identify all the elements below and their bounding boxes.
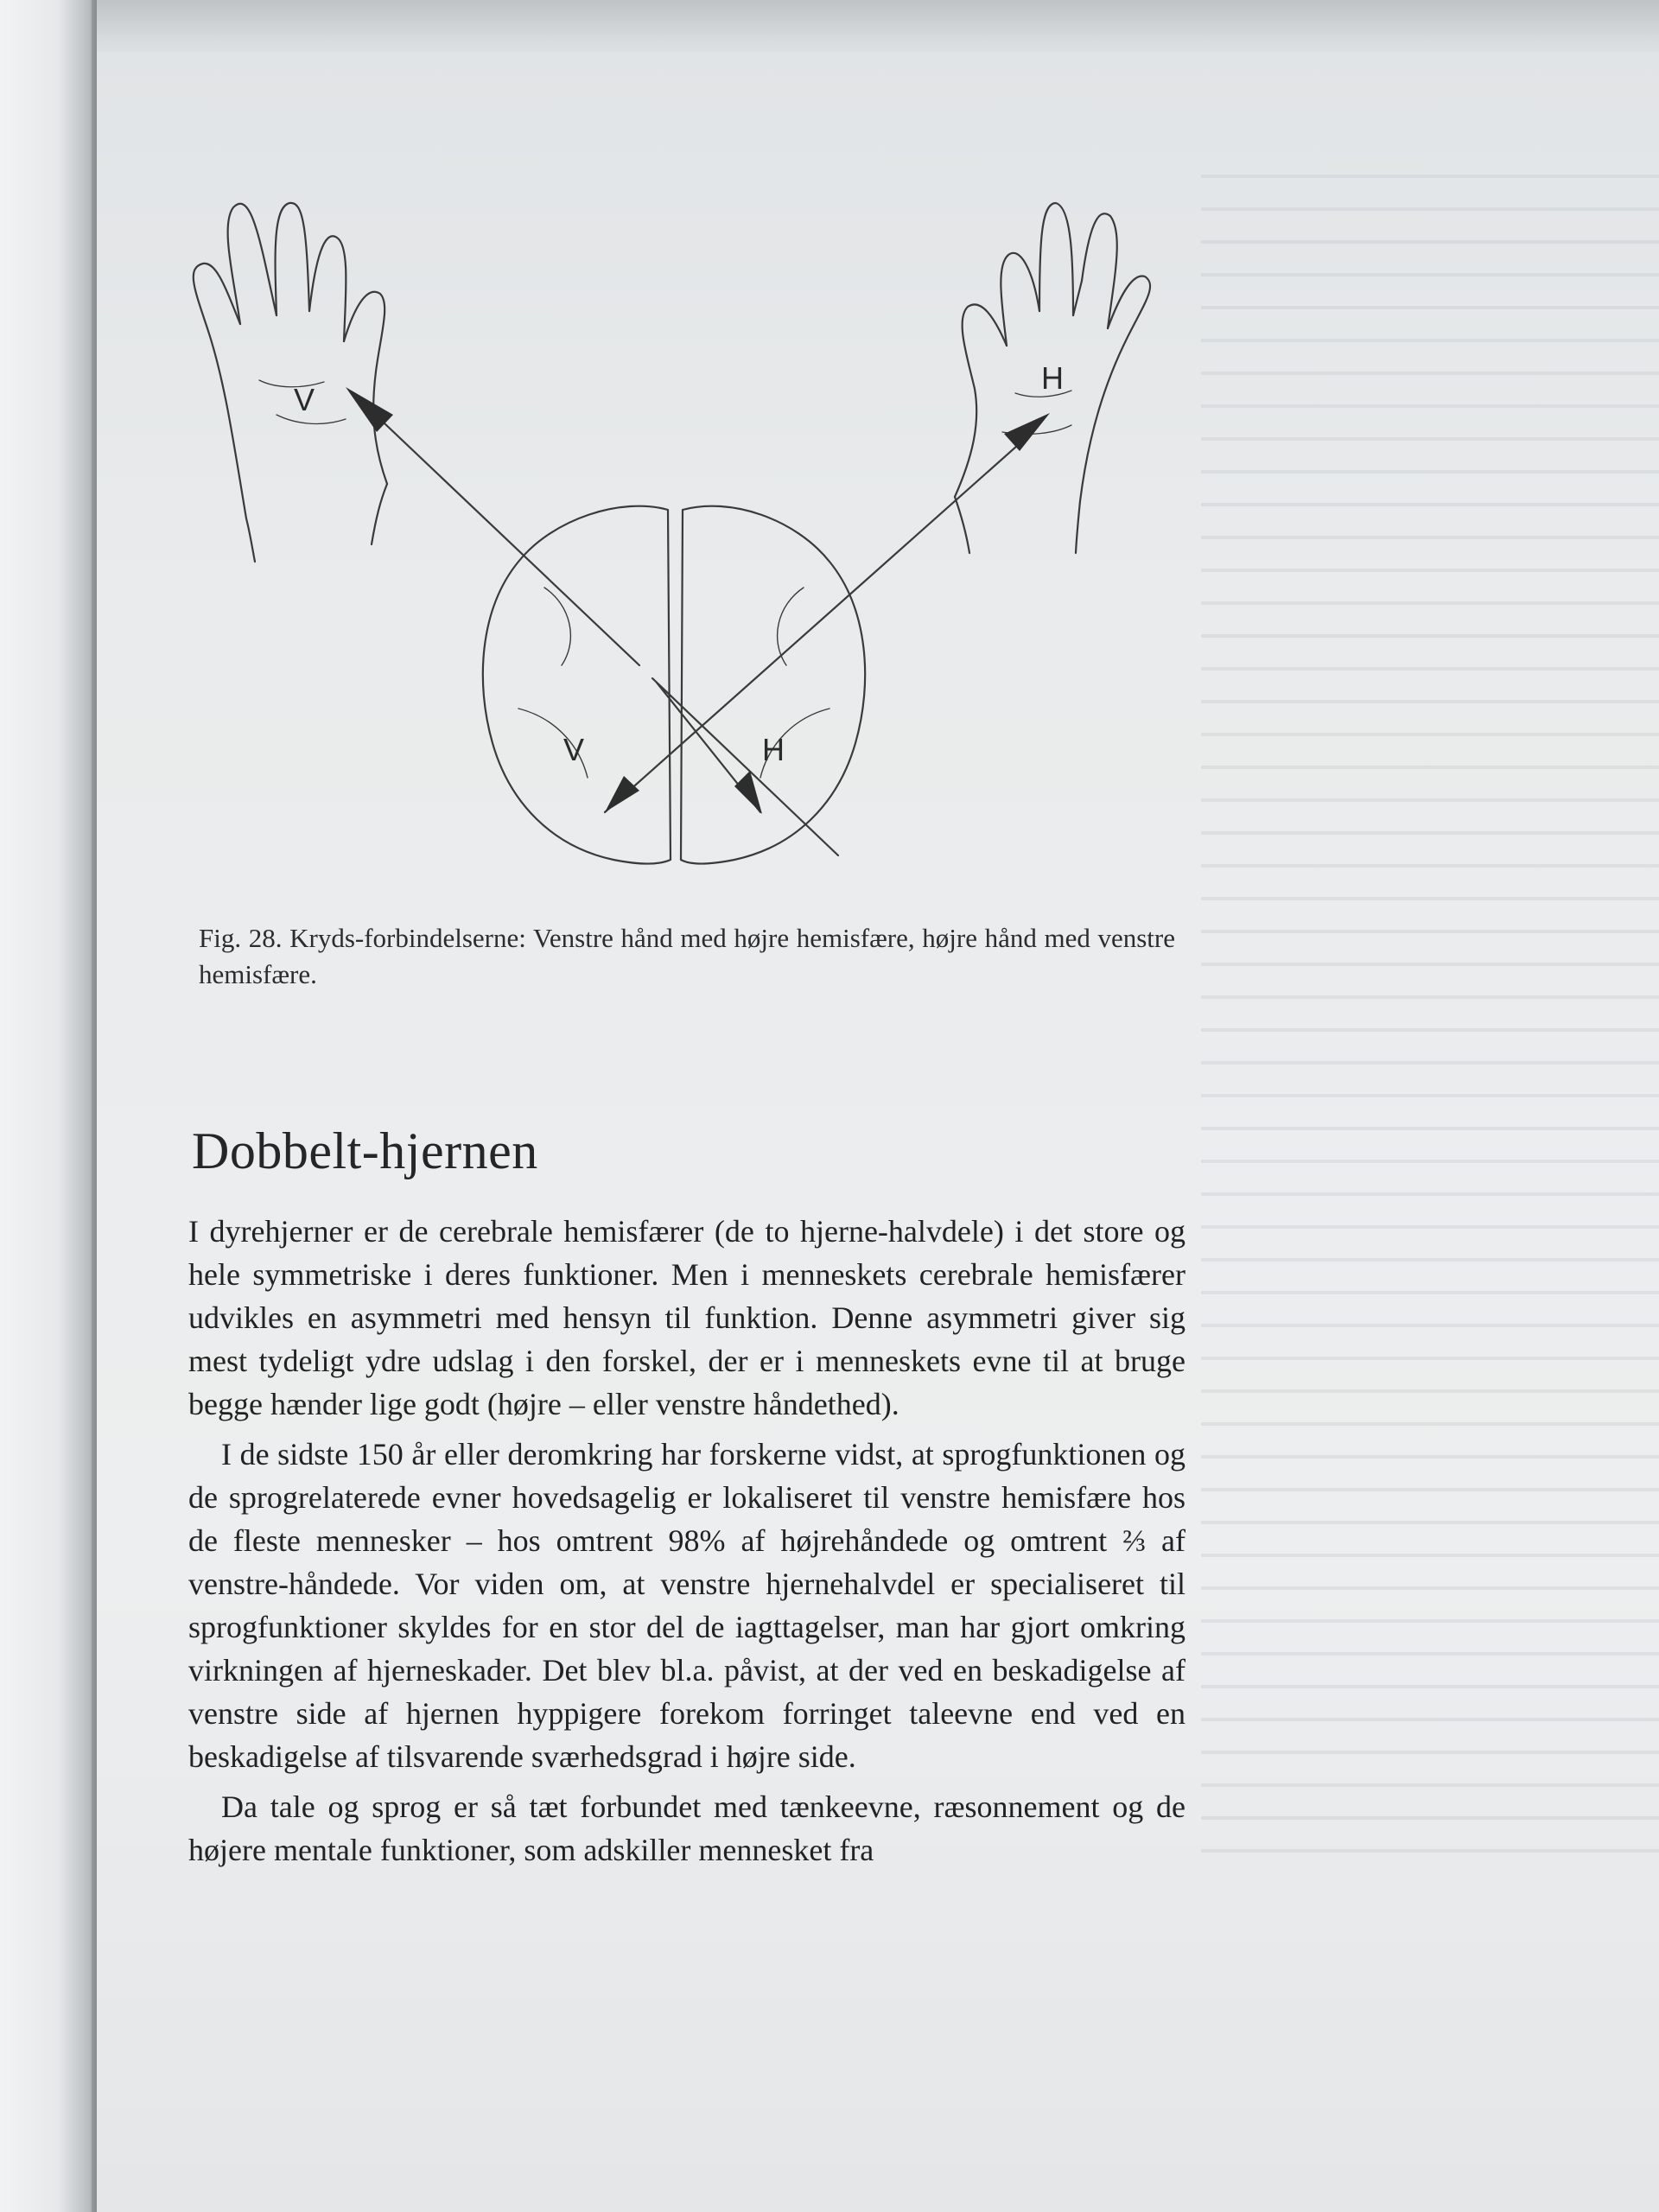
figure-caption: Fig. 28. Kryds-forbindelserne: Venstre hånd med højre hemisfære, højre hånd med venstre hemisfære.: [199, 923, 1175, 989]
arrowhead-brain-left: [605, 776, 639, 812]
facing-page-edge: [0, 0, 97, 2212]
arrowhead-right-hand: [1004, 413, 1050, 451]
body-text: [188, 1210, 1185, 1878]
brain-sketch: [483, 506, 865, 864]
paragraph-3: Da tale og sprog er så tæt forbundet med tænkeevne, ræsonnement og de højere mentale funktioner, som adskiller mennesket fra: [188, 1789, 1185, 1867]
section-heading: Dobbelt-hjernen: [192, 1122, 538, 1179]
left-hand-sketch: [194, 203, 387, 562]
show-through-texture: [1201, 156, 1659, 1866]
cross-connection-figure: [173, 156, 1192, 916]
label-brain-left: V: [563, 732, 585, 767]
arrowheads: [346, 387, 1050, 814]
label-left-hand: V: [294, 382, 315, 417]
arrowhead-brain-right: [734, 771, 762, 814]
arrow-line-v-to-brain: [385, 423, 639, 665]
label-right-hand: H: [1041, 360, 1064, 396]
paragraph-2: I de sidste 150 år eller deromkring har forskerne vidst, at sprogfunktionen og de sprogrelaterede evner hovedsagelig er lokaliseret til venstre hemisfære hos de fleste mennesker – hos omtrent 98% af højrehåndede og omtrent ⅔ af venstre-håndede. Vor viden om, at venstre hjernehalvdel er specialiseret til sprogfunktioner skyldes for en stor del de iagttagelser, man har gjort omkring virkningen af hjerneskader. Det blev bl.a. påvist, at der ved en beskadigelse af venstre side af hjernen hyppigere forekom forringet taleevne end ved en beskadigelse af tilsvarende sværhedsgrad i højre side.: [188, 1437, 1185, 1774]
figure-drawing: [173, 156, 1192, 916]
paragraph-1: I dyrehjerner er de cerebrale hemisfærer (de to hjerne-halvdele) i det store og hele symmetriske i deres funktioner. Men i menneskets cerebrale hemisfærer udvikles en asymmetri med hensyn til funktion. Denne asymmetri giver sig mest tydeligt ydre udslag i den forskel, der er i menneskets evne til at bruge begge hænder lige godt (højre – eller venstre håndethed).: [188, 1214, 1185, 1421]
label-brain-right: H: [762, 732, 785, 767]
